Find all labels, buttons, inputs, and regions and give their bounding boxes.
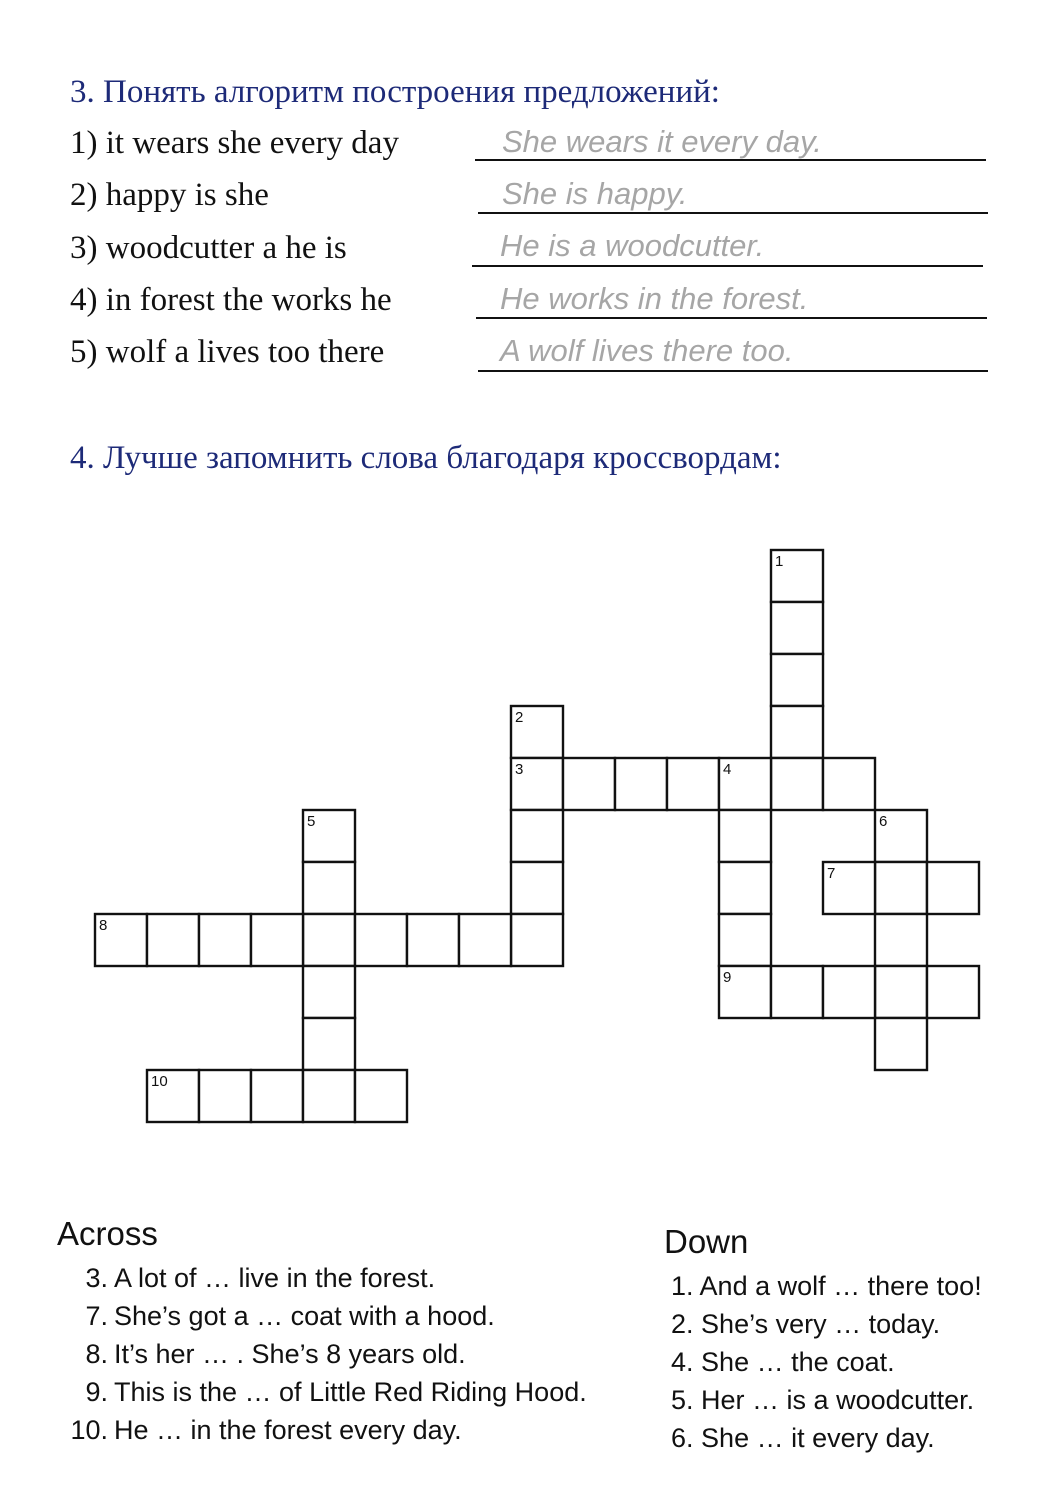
clue-text: This is the … of Little Red Riding Hood.: [114, 1377, 587, 1407]
crossword-clue-number: 7: [827, 865, 836, 882]
crossword-cell[interactable]: [459, 914, 511, 966]
crossword-cell[interactable]: [719, 862, 771, 914]
crossword-cell[interactable]: [875, 1018, 927, 1070]
clue-number: 1.: [671, 1271, 694, 1301]
clue-number: 4.: [671, 1347, 694, 1377]
crossword-cell[interactable]: [719, 914, 771, 966]
clue-text: She’s very … today.: [701, 1309, 941, 1339]
clue-text: Her … is a woodcutter.: [701, 1385, 975, 1415]
clue-text: She … it every day.: [701, 1423, 935, 1453]
clue-number: 10.: [70, 1415, 108, 1445]
across-clue: [64, 1341, 466, 1368]
crossword-cell[interactable]: [303, 862, 355, 914]
crossword-cell[interactable]: [199, 1070, 251, 1122]
crossword-cell[interactable]: [563, 758, 615, 810]
crossword-cell[interactable]: [251, 1070, 303, 1122]
crossword-cell[interactable]: [407, 914, 459, 966]
clue-number: 8.: [85, 1339, 108, 1369]
exercise-answer-2[interactable]: She is happy.: [502, 176, 688, 211]
across-clue: [64, 1303, 495, 1330]
crossword-cell[interactable]: [199, 914, 251, 966]
crossword-cell[interactable]: [771, 654, 823, 706]
crossword-cell[interactable]: [771, 966, 823, 1018]
across-clue: [64, 1379, 587, 1406]
exercise-prompt-3: 3) woodcutter a he is: [70, 230, 347, 266]
crossword-cell[interactable]: [823, 966, 875, 1018]
clue-number: 3.: [85, 1263, 108, 1293]
crossword-cell[interactable]: [771, 602, 823, 654]
section-3-title: 3. Понять алгоритм построения предложений:: [70, 74, 720, 110]
crossword-cell[interactable]: [303, 1070, 355, 1122]
crossword-cell[interactable]: [823, 758, 875, 810]
down-clue: [671, 1387, 974, 1414]
crossword-cell[interactable]: [875, 966, 927, 1018]
crossword-clue-number: 5: [307, 813, 316, 830]
crossword-cell[interactable]: [251, 914, 303, 966]
crossword-clue-number: 9: [723, 969, 732, 986]
crossword-clue-number: 2: [515, 709, 524, 726]
crossword-cell[interactable]: [927, 862, 979, 914]
exercise-prompt-5: 5) wolf a lives too there: [70, 334, 385, 370]
crossword-clue-number: 3: [515, 761, 524, 778]
crossword-cell[interactable]: [303, 1018, 355, 1070]
exercise-prompt-2: 2) happy is she: [70, 177, 269, 213]
crossword-cell[interactable]: [511, 810, 563, 862]
crossword-cell[interactable]: [511, 862, 563, 914]
clue-number: 2.: [671, 1309, 694, 1339]
exercise-prompt-1: 1) it wears she every day: [70, 125, 399, 161]
crossword-cell[interactable]: [303, 966, 355, 1018]
clue-number: 6.: [671, 1423, 694, 1453]
down-clue: [671, 1349, 895, 1376]
crossword-clue-number: 10: [151, 1073, 168, 1090]
clue-number: 7.: [85, 1301, 108, 1331]
exercise-answer-1[interactable]: She wears it every day.: [502, 124, 822, 159]
crossword-clue-number: 8: [99, 917, 108, 934]
crossword-cell[interactable]: [875, 862, 927, 914]
down-clue: [671, 1273, 982, 1300]
crossword-cell[interactable]: [355, 1070, 407, 1122]
clue-number: 5.: [671, 1385, 694, 1415]
crossword-cell[interactable]: [511, 914, 563, 966]
down-clue: [671, 1311, 940, 1338]
crossword-cell[interactable]: [147, 914, 199, 966]
down-title: Down: [664, 1223, 749, 1260]
across-clue: [64, 1417, 462, 1444]
clue-text: He … in the forest every day.: [114, 1415, 462, 1445]
crossword-cell[interactable]: [771, 758, 823, 810]
clue-number: 9.: [85, 1377, 108, 1407]
crossword-clue-number: 1: [775, 553, 784, 570]
clue-text: And a wolf … there too!: [699, 1271, 982, 1301]
crossword-cell[interactable]: [667, 758, 719, 810]
clue-text: A lot of … live in the forest.: [114, 1263, 436, 1293]
clue-text: She … the coat.: [701, 1347, 895, 1377]
crossword-cell[interactable]: [355, 914, 407, 966]
across-title: Across: [57, 1215, 158, 1252]
crossword-cell[interactable]: [303, 914, 355, 966]
exercise-prompt-4: 4) in forest the works he: [70, 282, 392, 318]
clue-text: She’s got a … coat with a hood.: [114, 1301, 495, 1331]
crossword-cell[interactable]: [927, 966, 979, 1018]
section-4-title: 4. Лучше запомнить слова благодаря кроссвордам:: [70, 440, 782, 476]
clue-text: It’s her … . She’s 8 years old.: [114, 1339, 466, 1369]
exercise-answer-3[interactable]: He is a woodcutter.: [500, 228, 765, 263]
crossword-cell[interactable]: [771, 706, 823, 758]
crossword-cell[interactable]: [615, 758, 667, 810]
across-clue: [64, 1265, 435, 1292]
down-clue: [671, 1425, 935, 1452]
crossword-clue-number: 6: [879, 813, 888, 830]
crossword-clue-number: 4: [723, 761, 732, 778]
exercise-answer-5[interactable]: A wolf lives there too.: [500, 333, 794, 368]
exercise-answer-4[interactable]: He works in the forest.: [500, 281, 809, 316]
crossword-cell[interactable]: [719, 810, 771, 862]
crossword-cell[interactable]: [875, 914, 927, 966]
